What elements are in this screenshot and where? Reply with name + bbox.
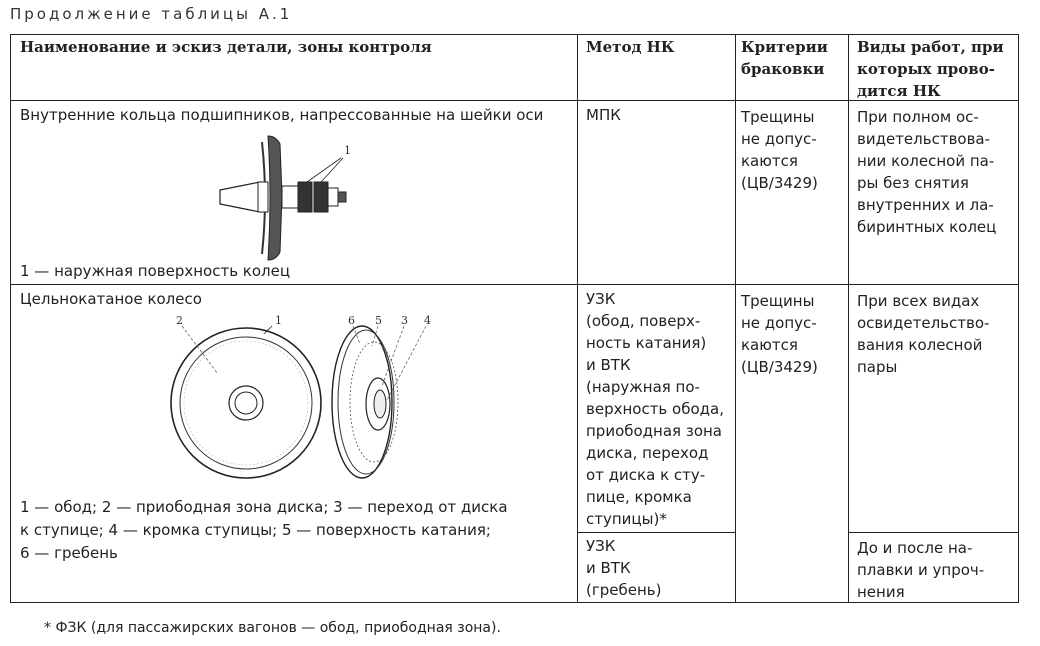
row2-method-flange: УЗК и ВТК (гребень) [586,537,662,599]
wheel-callout-1: 1 [275,314,282,327]
wheel-front-sketch [160,306,330,476]
row1-legend: 1 — наружная поверхность колец [20,262,291,280]
row2-title: Цельнокатаное колесо [20,290,202,308]
row2-work-types-main: При всех видах освидетельство- вания колесной пары [857,292,990,376]
table-left-border [10,34,11,603]
wheel-callout-4: 4 [424,314,431,327]
row1-callout-1: 1 [344,144,351,157]
row2-work-types-hardfacing: До и после на- плавки и упроч- нения [857,539,985,601]
inspection-table [10,34,1019,603]
wheel-callout-6: 6 [348,314,355,327]
row1-work-types: При полном ос- видетельствова- нии колесной па- ры без снятия внутренних и ла- биринтных колец [857,108,997,236]
axle-bearing-sketch [210,134,370,264]
row1-title: Внутренние кольца подшипников, напрессованные на шейки оси [20,106,544,124]
col2-right-border [735,34,736,603]
table-top-border [10,34,1019,35]
table-caption: Продолжение таблицы А.1 [10,5,293,23]
table-right-border [1018,34,1019,603]
header-work-types: Виды работ, при которых прово- дится НК [857,38,1004,100]
footnote: * ФЗК (для пассажирских вагонов — обод, приободная зона). [44,620,501,636]
wheel-callout-5: 5 [375,314,382,327]
wheel-perspective-sketch [320,306,450,486]
row2-criteria: Трещины не допус- каются (ЦВ/3429) [741,292,818,376]
row2-method-main: УЗК (обод, поверх- ность катания) и ВТК (наружная по- верхность обода, приободная зона диска, переход от диска к сту- пице, кромка ступицы)* [586,290,724,528]
header-criteria: Критерии браковки [741,38,828,78]
wheel-callout-3: 3 [401,314,408,327]
works-split-border [848,532,1019,533]
col1-right-border [577,34,578,603]
wheel-callout-2: 2 [176,314,183,327]
method-split-border [577,532,735,533]
col3-right-border [848,34,849,603]
row1-bottom-border [10,284,1019,285]
row1-criteria: Трещины не допус- каются (ЦВ/3429) [741,108,818,192]
row1-method: МПК [586,106,621,124]
header-method: Метод НК [586,38,675,56]
row2-legend: 1 — обод; 2 — приободная зона диска; 3 — переход от диска к ступице; 4 — кромка ступицы; 5 — поверхность катания; 6 — гребень [20,498,508,562]
header-part-name: Наименование и эскиз детали, зоны контроля [20,38,432,56]
